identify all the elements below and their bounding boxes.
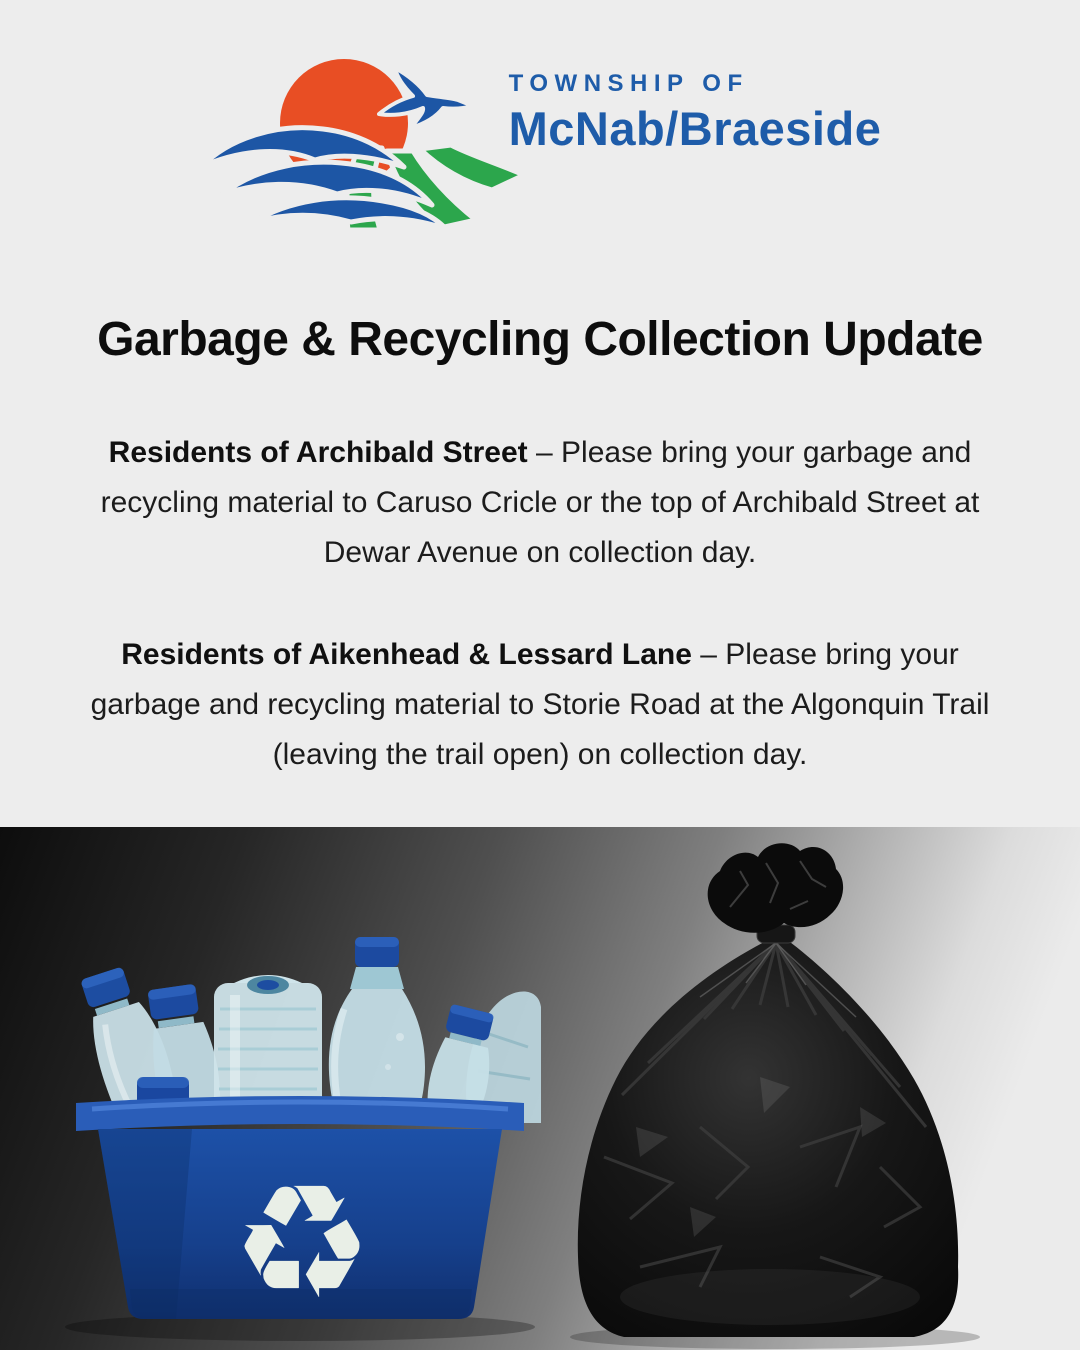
township-logo-text	[509, 54, 882, 156]
notice-aikenhead-lead: Residents of Aikenhead & Lessard Lane	[121, 638, 692, 671]
notice-aikenhead-lessard	[80, 630, 1000, 780]
municipality-name: McNab/Braeside	[508, 102, 882, 155]
township-of-label: TOWNSHIP OF	[508, 70, 749, 97]
notice-archibald-lead: Residents of Archibald Street	[108, 436, 528, 469]
recycle-symbol: ♻	[231, 1151, 373, 1335]
recycling-bin	[76, 1096, 524, 1335]
notice-archibald-body: – Please bring your garbage and recycling material to Caruso Cricle or the top of Archibald Street at Dewar Avenue on collection day.	[100, 436, 980, 569]
notice-archibald-street	[80, 428, 1000, 578]
page-title: Garbage & Recycling Collection Update	[97, 313, 983, 366]
waste-collection-photo	[0, 827, 1080, 1350]
notice-aikenhead-body: – Please bring your garbage and recycling material to Storie Road at the Algonquin Trail (leaving the trail open) on collection day.	[90, 638, 990, 771]
township-logo-icon	[199, 54, 529, 232]
township-logo	[199, 54, 882, 232]
